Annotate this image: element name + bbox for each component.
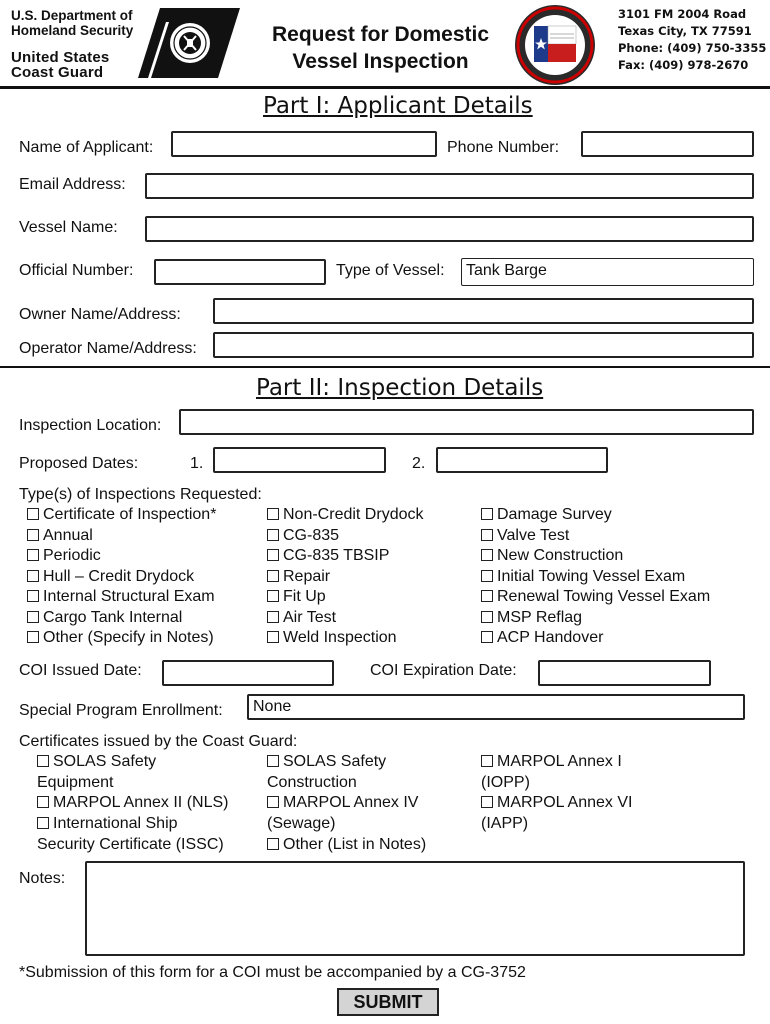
uscg-line-2: Coast Guard: [11, 64, 104, 81]
phone-number-field[interactable]: [581, 131, 754, 157]
operator-label: Operator Name/Address:: [19, 340, 197, 357]
address-phone: Phone: (409) 750-3355: [618, 41, 767, 55]
address-fax: Fax: (409) 978-2670: [618, 58, 749, 72]
email-label: Email Address:: [19, 176, 126, 193]
vessel-type-field[interactable]: [461, 258, 754, 286]
checkbox-solas-safety-equipment[interactable]: SOLAS Safety: [37, 753, 156, 771]
checkbox-marpol-annex-vi[interactable]: MARPOL Annex VI: [481, 794, 632, 812]
proposed-dates-label: Proposed Dates:: [19, 455, 139, 472]
sector-houston-seal-icon: [514, 4, 596, 86]
checkbox-fit-up[interactable]: Fit Up: [267, 588, 326, 606]
special-program-field[interactable]: [247, 694, 745, 720]
checkbox-other[interactable]: Other (Specify in Notes): [27, 629, 214, 647]
part-1-title: Part I: Applicant Details: [263, 93, 533, 119]
special-program-label: Special Program Enrollment:: [19, 702, 223, 719]
checkbox-marpol-annex-iv[interactable]: MARPOL Annex IV: [267, 794, 418, 812]
vessel-name-label: Vessel Name:: [19, 219, 118, 236]
certificates-label: Certificates issued by the Coast Guard:: [19, 733, 298, 750]
checkbox-icon[interactable]: [37, 796, 49, 808]
address-line-1: 3101 FM 2004 Road: [618, 7, 747, 21]
checkbox-icon[interactable]: [37, 817, 49, 829]
checkbox-icon[interactable]: [481, 549, 493, 561]
date-1-label: 1.: [190, 455, 204, 472]
owner-field[interactable]: [213, 298, 754, 324]
checkbox-icon[interactable]: [481, 611, 493, 623]
checkbox-certificate-of-inspection[interactable]: Certificate of Inspection*: [27, 506, 216, 524]
checkbox-air-test[interactable]: Air Test: [267, 609, 336, 627]
checkbox-icon[interactable]: [267, 549, 279, 561]
marpol-vi-label-line-2: (IAPP): [481, 815, 529, 832]
checkbox-icon[interactable]: [27, 529, 39, 541]
checkbox-marpol-annex-ii[interactable]: MARPOL Annex II (NLS): [37, 794, 228, 812]
coi-footnote: *Submission of this form for a COI must be accompanied by a CG-3752: [19, 964, 526, 981]
part-divider: [0, 366, 770, 368]
checkbox-hull-credit-drydock[interactable]: Hull – Credit Drydock: [27, 568, 194, 586]
official-number-field[interactable]: [154, 259, 326, 285]
checkbox-icon[interactable]: [37, 755, 49, 767]
solas-construction-label-line-2: Construction: [267, 774, 357, 791]
checkbox-icon[interactable]: [481, 755, 493, 767]
inspection-location-field[interactable]: [179, 409, 754, 435]
special-program-value: None: [253, 698, 292, 715]
vessel-type-label: Type of Vessel:: [336, 262, 445, 279]
checkbox-initial-towing-vessel-exam[interactable]: Initial Towing Vessel Exam: [481, 568, 685, 586]
uscg-line-1: United States: [11, 49, 110, 66]
checkbox-icon[interactable]: [481, 508, 493, 520]
checkbox-icon[interactable]: [267, 631, 279, 643]
checkbox-repair[interactable]: Repair: [267, 568, 330, 586]
header-divider: [0, 86, 770, 89]
checkbox-internal-structural-exam[interactable]: Internal Structural Exam: [27, 588, 215, 606]
checkbox-acp-handover[interactable]: ACP Handover: [481, 629, 603, 647]
marpol-i-label-line-2: (IOPP): [481, 774, 530, 791]
checkbox-icon[interactable]: [27, 631, 39, 643]
coi-expiration-label: COI Expiration Date:: [370, 662, 517, 679]
checkbox-new-construction[interactable]: New Construction: [481, 547, 623, 565]
proposed-date-1-field[interactable]: [213, 447, 386, 473]
issc-label-line-2: Security Certificate (ISSC): [37, 836, 224, 853]
coi-expiration-date-field[interactable]: [538, 660, 711, 686]
checkbox-icon[interactable]: [267, 529, 279, 541]
checkbox-icon[interactable]: [481, 529, 493, 541]
coi-issued-label: COI Issued Date:: [19, 662, 142, 679]
checkbox-icon[interactable]: [481, 631, 493, 643]
checkbox-cg-835[interactable]: CG-835: [267, 527, 339, 545]
checkbox-valve-test[interactable]: Valve Test: [481, 527, 569, 545]
checkbox-other-certificate[interactable]: Other (List in Notes): [267, 836, 426, 854]
checkbox-marpol-annex-i[interactable]: MARPOL Annex I: [481, 753, 622, 771]
email-field[interactable]: [145, 173, 754, 199]
checkbox-renewal-towing-vessel-exam[interactable]: Renewal Towing Vessel Exam: [481, 588, 710, 606]
vessel-type-value: Tank Barge: [466, 262, 547, 279]
checkbox-weld-inspection[interactable]: Weld Inspection: [267, 629, 397, 647]
address-line-2: Texas City, TX 77591: [618, 24, 752, 38]
inspection-location-label: Inspection Location:: [19, 417, 162, 434]
form-title-line-2: Vessel Inspection: [292, 50, 469, 73]
uscg-emblem-icon: [138, 8, 240, 78]
form-title-line-1: Request for Domestic: [271, 23, 490, 46]
submit-button[interactable]: SUBMIT: [337, 988, 439, 1016]
checkbox-icon[interactable]: [267, 755, 279, 767]
solas-equipment-label-line-2: Equipment: [37, 774, 114, 791]
checkbox-icon[interactable]: [27, 611, 39, 623]
official-number-label: Official Number:: [19, 262, 134, 279]
phone-number-label: Phone Number:: [447, 139, 560, 156]
dhs-line-1: U.S. Department of: [11, 8, 133, 23]
checkbox-icon[interactable]: [27, 549, 39, 561]
checkbox-cargo-tank-internal[interactable]: Cargo Tank Internal: [27, 609, 182, 627]
proposed-date-2-field[interactable]: [436, 447, 608, 473]
operator-field[interactable]: [213, 332, 754, 358]
date-2-label: 2.: [412, 455, 426, 472]
owner-label: Owner Name/Address:: [19, 306, 181, 323]
checkbox-msp-reflag[interactable]: MSP Reflag: [481, 609, 582, 627]
checkbox-issc[interactable]: International Ship: [37, 815, 178, 833]
checkbox-damage-survey[interactable]: Damage Survey: [481, 506, 612, 524]
checkbox-icon[interactable]: [27, 570, 39, 582]
part-2-title: Part II: Inspection Details: [256, 375, 544, 401]
checkbox-icon[interactable]: [481, 590, 493, 602]
checkbox-icon[interactable]: [267, 508, 279, 520]
checkbox-cg-835-tbsip[interactable]: CG-835 TBSIP: [267, 547, 389, 565]
checkbox-icon[interactable]: [481, 570, 493, 582]
marpol-iv-label-line-2: (Sewage): [267, 815, 336, 832]
checkbox-icon[interactable]: [267, 796, 279, 808]
checkbox-annual[interactable]: Annual: [27, 527, 93, 545]
checkbox-icon[interactable]: [481, 796, 493, 808]
coi-issued-date-field[interactable]: [162, 660, 334, 686]
checkbox-periodic[interactable]: Periodic: [27, 547, 101, 565]
dhs-line-2: Homeland Security: [11, 23, 134, 38]
vessel-name-field[interactable]: [145, 216, 754, 242]
inspection-types-label: Type(s) of Inspections Requested:: [19, 486, 262, 503]
checkbox-icon[interactable]: [267, 838, 279, 850]
checkbox-icon[interactable]: [27, 508, 39, 520]
checkbox-icon[interactable]: [267, 590, 279, 602]
checkbox-icon[interactable]: [27, 590, 39, 602]
notes-field[interactable]: [85, 861, 745, 956]
checkbox-icon[interactable]: [267, 611, 279, 623]
checkbox-non-credit-drydock[interactable]: Non-Credit Drydock: [267, 506, 423, 524]
checkbox-solas-safety-construction[interactable]: SOLAS Safety: [267, 753, 386, 771]
applicant-name-label: Name of Applicant:: [19, 139, 154, 156]
checkbox-icon[interactable]: [267, 570, 279, 582]
applicant-name-field[interactable]: [171, 131, 437, 157]
notes-label: Notes:: [19, 870, 66, 887]
